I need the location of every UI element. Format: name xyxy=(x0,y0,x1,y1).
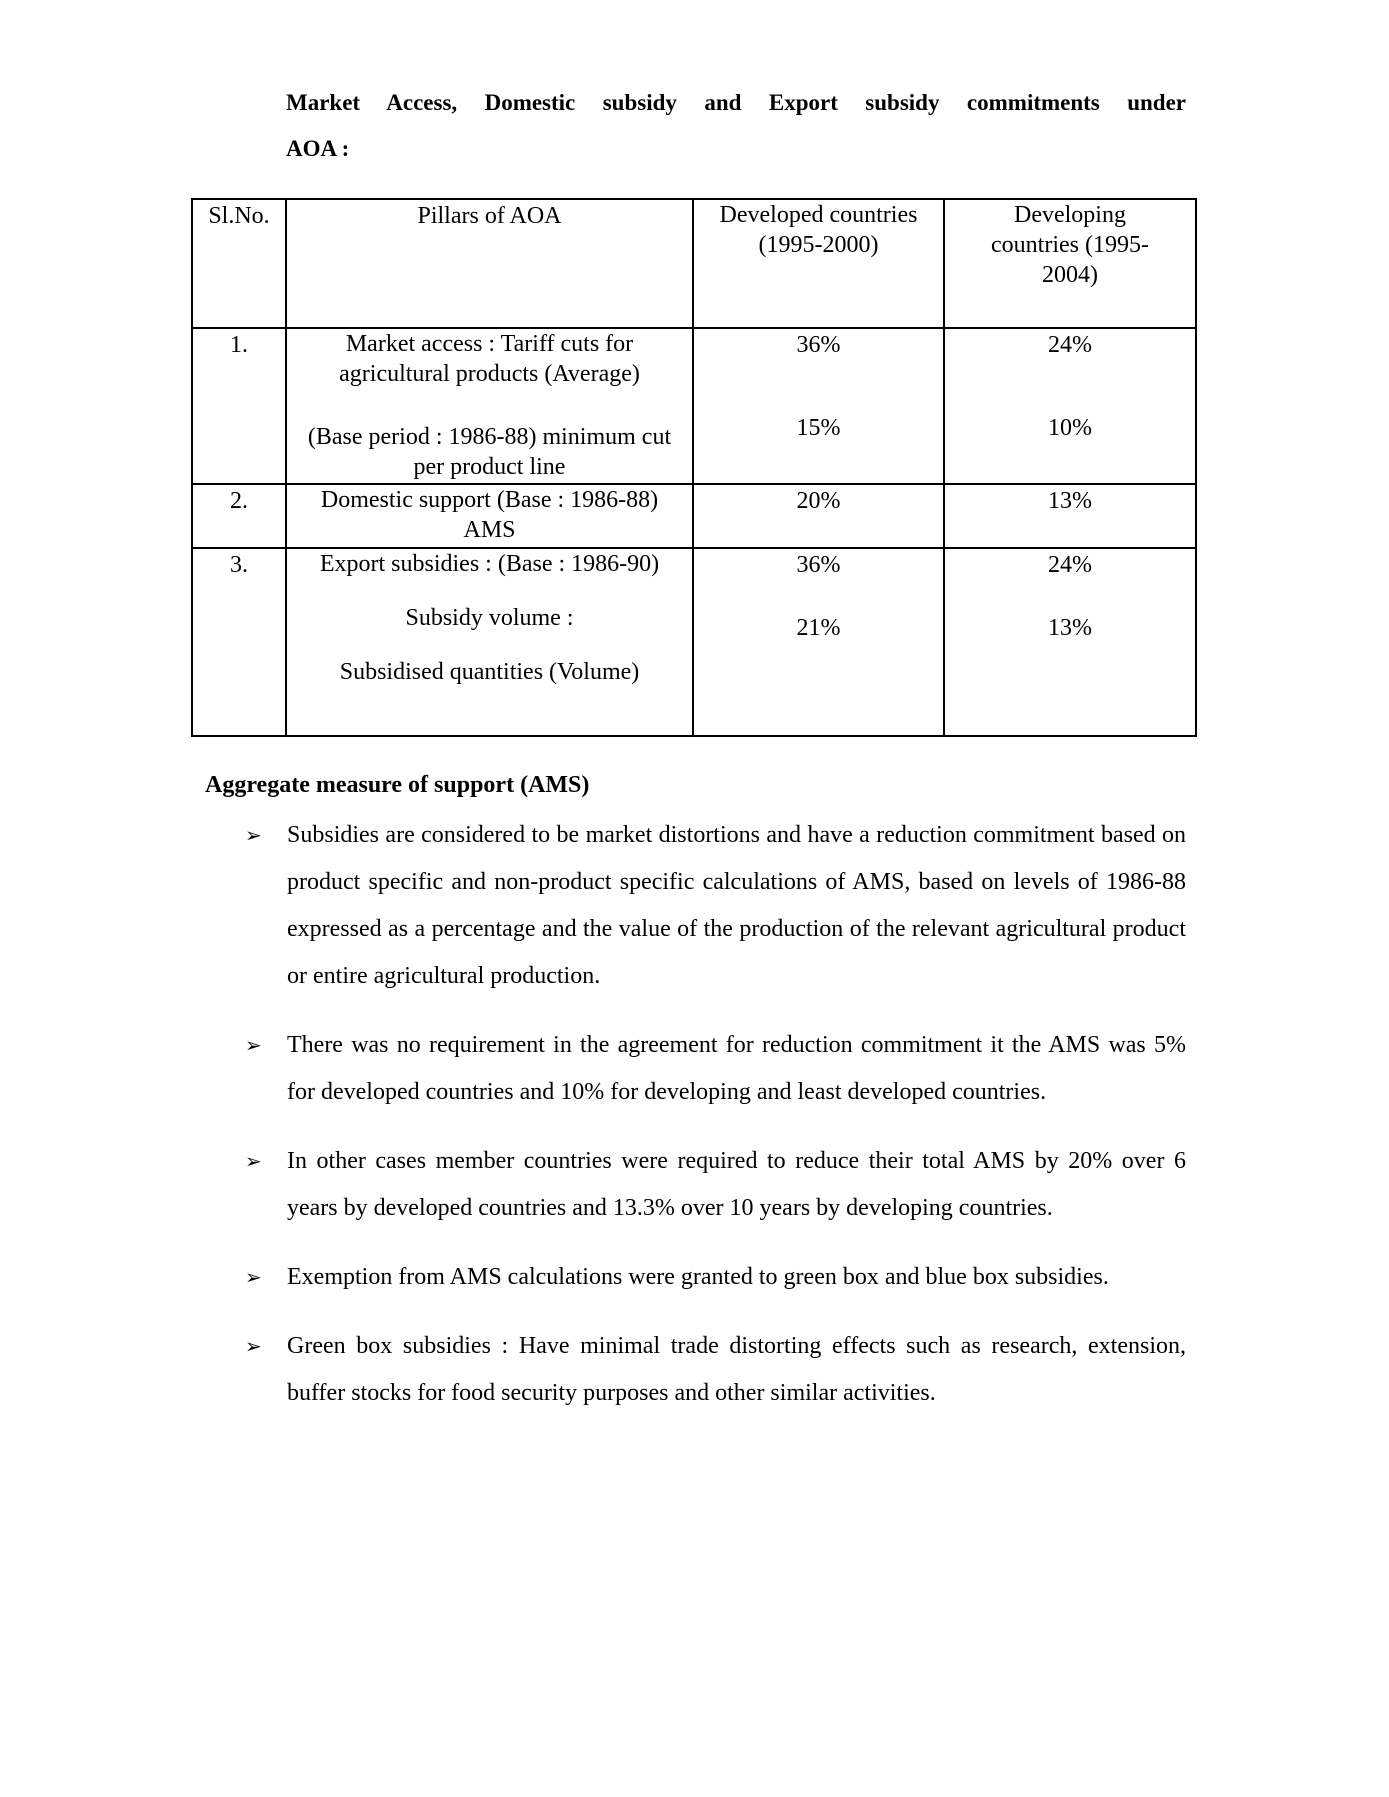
value: 36% xyxy=(796,332,841,358)
cell-sl-no: 1. xyxy=(192,328,286,484)
bullet-text: Exemption from AMS calculations were granted to green box and blue box subsidies. xyxy=(287,1264,1109,1290)
bullet-text: In other cases member countries were required to reduce their total AMS by 20% over 6 years by developed countries and 13.3% over 10 years by developing countries. xyxy=(287,1148,1186,1221)
table-header-row xyxy=(192,199,1196,328)
list-item xyxy=(240,1022,1186,1116)
pillar-line: Export subsidies : (Base : 1986-90) xyxy=(319,551,660,577)
pillar-line: (Base period : 1986-88) minimum cut per product line xyxy=(307,424,672,480)
table-row xyxy=(192,328,1196,484)
list-item xyxy=(240,1254,1186,1301)
aoa-commitments-table xyxy=(191,198,1197,737)
ams-heading: Aggregate measure of support (AMS) xyxy=(205,772,590,798)
value: 24% xyxy=(1048,552,1092,578)
list-item xyxy=(240,812,1186,1000)
cell-developing xyxy=(944,484,1196,548)
cell-developed xyxy=(693,484,944,548)
cell-developed xyxy=(693,548,944,736)
value: 13% xyxy=(1048,615,1092,641)
pillar-line: Market access : Tariff cuts for agricultural products (Average) xyxy=(339,331,640,387)
bullet-text: There was no requirement in the agreement for reduction commitment it the AMS was 5% for developed countries and 10% for developing and least developed countries. xyxy=(287,1032,1186,1105)
cell-developing xyxy=(944,328,1196,484)
bullet-text: Green box subsidies : Have minimal trade distorting effects such as research, extension, buffer stocks for food security purposes and other similar activities. xyxy=(287,1333,1186,1406)
header-sl-no: Sl.No. xyxy=(192,199,286,328)
arrow-bullet-icon: ➢ xyxy=(245,1149,262,1173)
page-title-line-1: Market Access, Domestic subsidy and Export subsidy commitments under xyxy=(286,90,1186,115)
cell-pillar xyxy=(286,328,693,484)
bullet-text: Subsidies are considered to be market distortions and have a reduction commitment based on product specific and non-product specific calculations of AMS, based on levels of 1986-88 expressed as a percentage and the value of the production of the relevant agricultural product or entire agricultural production. xyxy=(287,822,1186,989)
cell-pillar xyxy=(286,548,693,736)
arrow-bullet-icon: ➢ xyxy=(245,1033,262,1057)
pillar-line: Subsidised quantities (Volume) xyxy=(339,659,640,685)
header-developing: Developing countries (1995-2004) xyxy=(944,199,1196,328)
cell-developing xyxy=(944,548,1196,736)
arrow-bullet-icon: ➢ xyxy=(245,1265,262,1289)
value: 24% xyxy=(1048,332,1092,358)
list-item xyxy=(240,1138,1186,1232)
header-pillars: Pillars of AOA xyxy=(286,199,693,328)
arrow-bullet-icon: ➢ xyxy=(245,1334,262,1358)
cell-sl-no: 2. xyxy=(192,484,286,548)
cell-developed xyxy=(693,328,944,484)
list-item xyxy=(240,1323,1186,1417)
pillar-line: Subsidy volume : xyxy=(405,605,574,631)
arrow-bullet-icon: ➢ xyxy=(245,823,262,847)
value: 13% xyxy=(1048,488,1092,514)
value: 21% xyxy=(796,615,841,641)
table-row xyxy=(192,484,1196,548)
cell-pillar xyxy=(286,484,693,548)
value: 10% xyxy=(1048,415,1092,441)
table-row xyxy=(192,548,1196,736)
cell-sl-no: 3. xyxy=(192,548,286,736)
pillar-line: Domestic support (Base : 1986-88) AMS xyxy=(320,487,659,543)
ams-bullet-list xyxy=(240,812,1186,1439)
value: 36% xyxy=(796,552,841,578)
value: 15% xyxy=(796,415,841,441)
page-title xyxy=(286,80,1186,172)
header-developed: Developed countries (1995-2000) xyxy=(693,199,944,328)
value: 20% xyxy=(796,488,841,514)
page-title-line-2: AOA : xyxy=(286,136,350,161)
